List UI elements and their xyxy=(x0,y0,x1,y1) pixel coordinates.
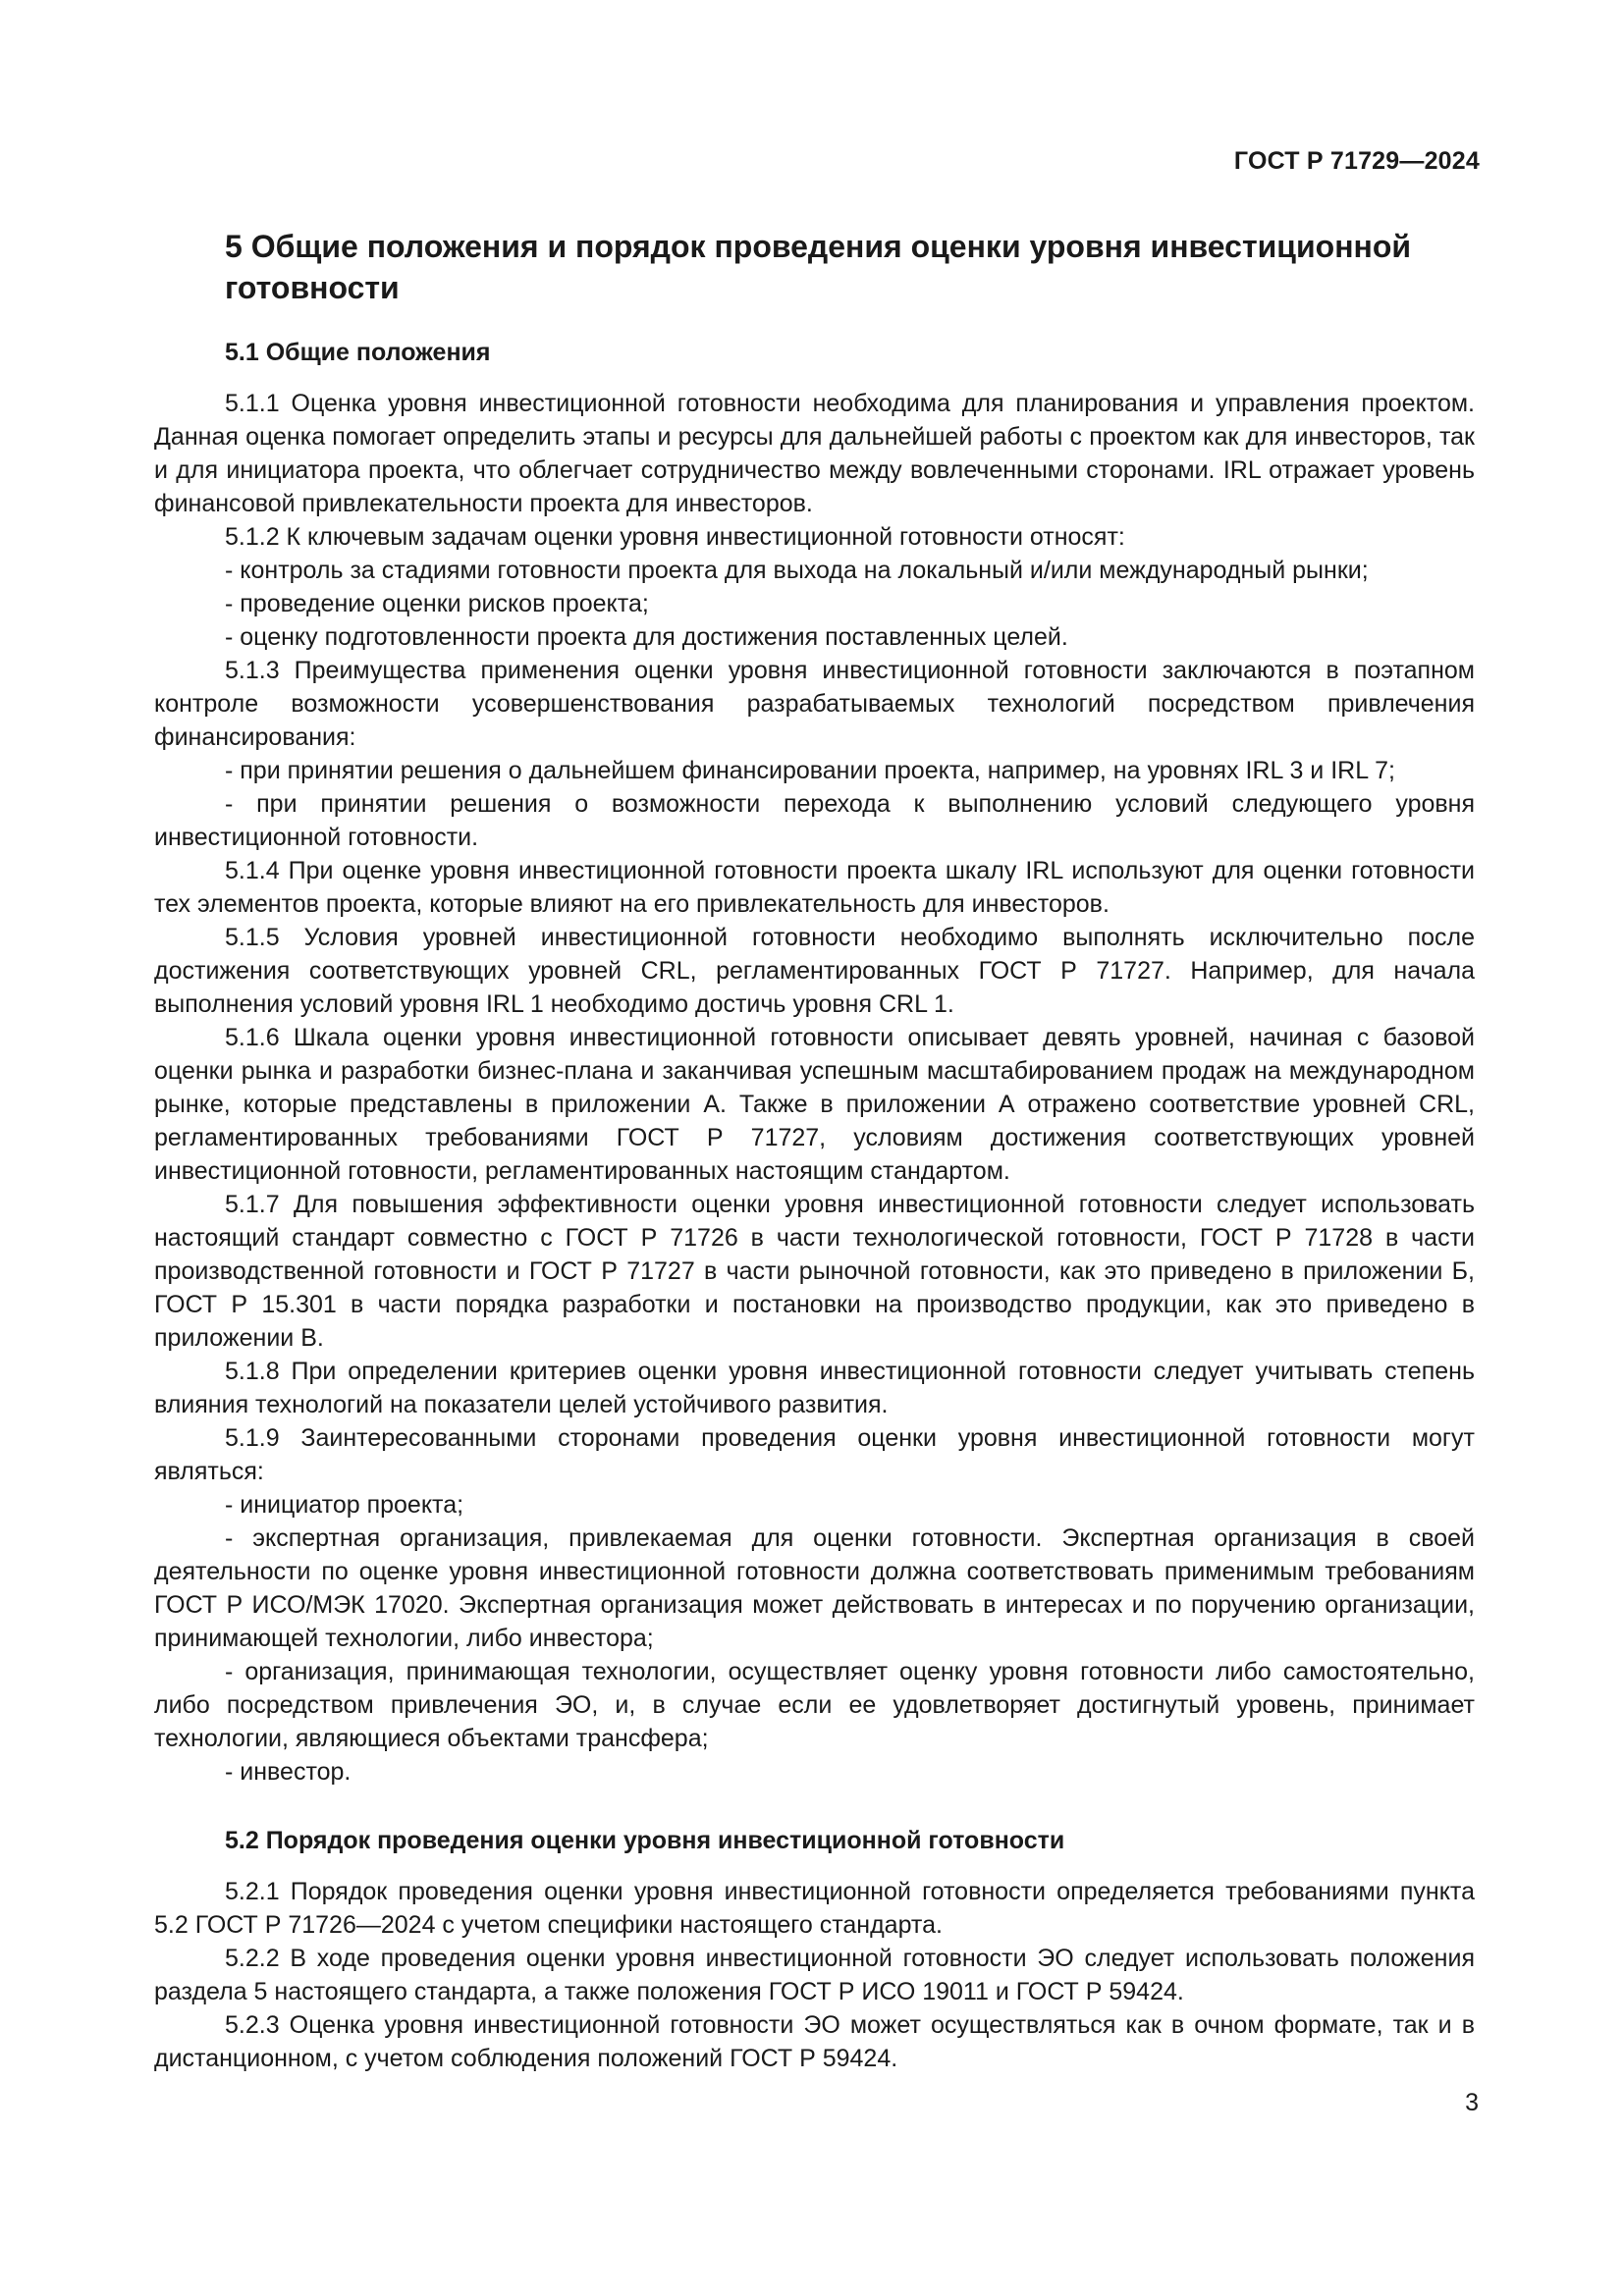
list-item: - при принятии решения о дальнейшем финансировании проекта, например, на уровнях IRL 3 и IRL 7; xyxy=(225,757,1395,784)
paragraph-5-1-9: 5.1.9 Заинтересованными сторонами проведения оценки уровня инвестиционной готовности могут являться: xyxy=(154,1424,1475,1485)
paragraph-5-1-6: 5.1.6 Шкала оценки уровня инвестиционной готовности описывает девять уровней, начиная с базовой оценки рынка и разработки бизнес-плана и заканчивая успешным масштабированием продаж на международном рынке, которые представлены в приложении А. Также в приложении А отражено соответствие уровней CRL, регламентированных требованиями ГОСТ Р 71727, условиям достижения соответствующих уровней инвестиционной готовности, регламентированных настоящим стандартом. xyxy=(154,1024,1475,1185)
document-body xyxy=(154,226,1475,2075)
subsection-procedure-body xyxy=(154,1875,1475,2075)
paragraph-5-1-5: 5.1.5 Условия уровней инвестиционной готовности необходимо выполнять исключительно после достижения соответствующих уровней CRL, регламентированных ГОСТ Р 71727. Например, для начала выполнения условий уровня IRL 1 необходимо достичь уровня CRL 1. xyxy=(154,924,1475,1018)
paragraph-5-2-3: 5.2.3 Оценка уровня инвестиционной готовности ЭО может осуществляться как в очном формате, так и в дистанционном, с учетом соблюдения положений ГОСТ Р 59424. xyxy=(154,2011,1475,2072)
paragraph-5-1-4: 5.1.4 При оценке уровня инвестиционной готовности проекта шкалу IRL используют для оценки готовности тех элементов проекта, которые влияют на его привлекательность для инвесторов. xyxy=(154,857,1475,918)
paragraph-5-1-8: 5.1.8 При определении критериев оценки уровня инвестиционной готовности следует учитывать степень влияния технологий на показатели целей устойчивого развития. xyxy=(154,1358,1475,1418)
list-item: - проведение оценки рисков проекта; xyxy=(225,590,649,617)
list-item: - инвестор. xyxy=(225,1758,352,1786)
paragraph-5-1-2: 5.1.2 К ключевым задачам оценки уровня инвестиционной готовности относят: xyxy=(225,523,1125,551)
list-item: - при принятии решения о возможности перехода к выполнению условий следующего уровня инвестиционной готовности. xyxy=(154,790,1475,851)
paragraph-5-2-2: 5.2.2 В ходе проведения оценки уровня инвестиционной готовности ЭО следует использовать положения раздела 5 настоящего стандарта, а также положения ГОСТ Р ИСО 19011 и ГОСТ Р 59424. xyxy=(154,1945,1475,2005)
list-item: - инициатор проекта; xyxy=(225,1491,464,1519)
subsection-general-body xyxy=(154,387,1475,1789)
section-title: 5 Общие положения и порядок проведения оценки уровня инвестиционной готовности xyxy=(225,229,1412,305)
list-item: - оценку подготовленности проекта для достижения поставленных целей. xyxy=(225,623,1068,651)
list-item: - контроль за стадиями готовности проекта для выхода на локальный и/или международный рынки; xyxy=(225,557,1369,584)
page-number: 3 xyxy=(1465,2089,1479,2116)
subsection-title-general: 5.1 Общие положения xyxy=(225,339,491,366)
standard-id: ГОСТ Р 71729—2024 xyxy=(1233,147,1480,175)
list-item: - экспертная организация, привлекаемая для оценки готовности. Экспертная организация в своей деятельности по оценке уровня инвестиционной готовности должна соответствовать применимым требованиям ГОСТ Р ИСО/МЭК 17020. Экспертная организация может действовать в интересах и по поручению организации, принимающей технологии, либо инвестора; xyxy=(154,1524,1475,1652)
paragraph-5-1-1: 5.1.1 Оценка уровня инвестиционной готовности необходима для планирования и управления проектом. Данная оценка помогает определить этапы и ресурсы для дальнейшей работы с проектом как для инвесторов, так и для инициатора проекта, что облегчает сотрудничество между вовлеченными сторонами. IRL отражает уровень финансовой привлекательности проекта для инвесторов. xyxy=(154,390,1475,517)
paragraph-5-1-7: 5.1.7 Для повышения эффективности оценки уровня инвестиционной готовности следует использовать настоящий стандарт совместно с ГОСТ Р 71726 в части технологической готовности, ГОСТ Р 71728 в части производственной готовности и ГОСТ Р 71727 в части рыночной готовности, как это приведено в приложении Б, ГОСТ Р 15.301 в части порядка разработки и постановки на производство продукции, как это приведено в приложении В. xyxy=(154,1191,1475,1352)
paragraph-5-1-3: 5.1.3 Преимущества применения оценки уровня инвестиционной готовности заключаются в поэтапном контроле возможности усовершенствования разрабатываемых технологий посредством привлечения финансирования: xyxy=(154,657,1475,751)
paragraph-5-2-1: 5.2.1 Порядок проведения оценки уровня инвестиционной готовности определяется требованиями пункта 5.2 ГОСТ Р 71726—2024 с учетом специфики настоящего стандарта. xyxy=(154,1878,1475,1939)
subsection-title-procedure: 5.2 Порядок проведения оценки уровня инвестиционной готовности xyxy=(225,1827,1065,1854)
list-item: - организация, принимающая технологии, осуществляет оценку уровня готовности либо самостоятельно, либо посредством привлечения ЭО, и, в случае если ее удовлетворяет достигнутый уровень, принимает технологии, являющиеся объектами трансфера; xyxy=(154,1658,1475,1752)
